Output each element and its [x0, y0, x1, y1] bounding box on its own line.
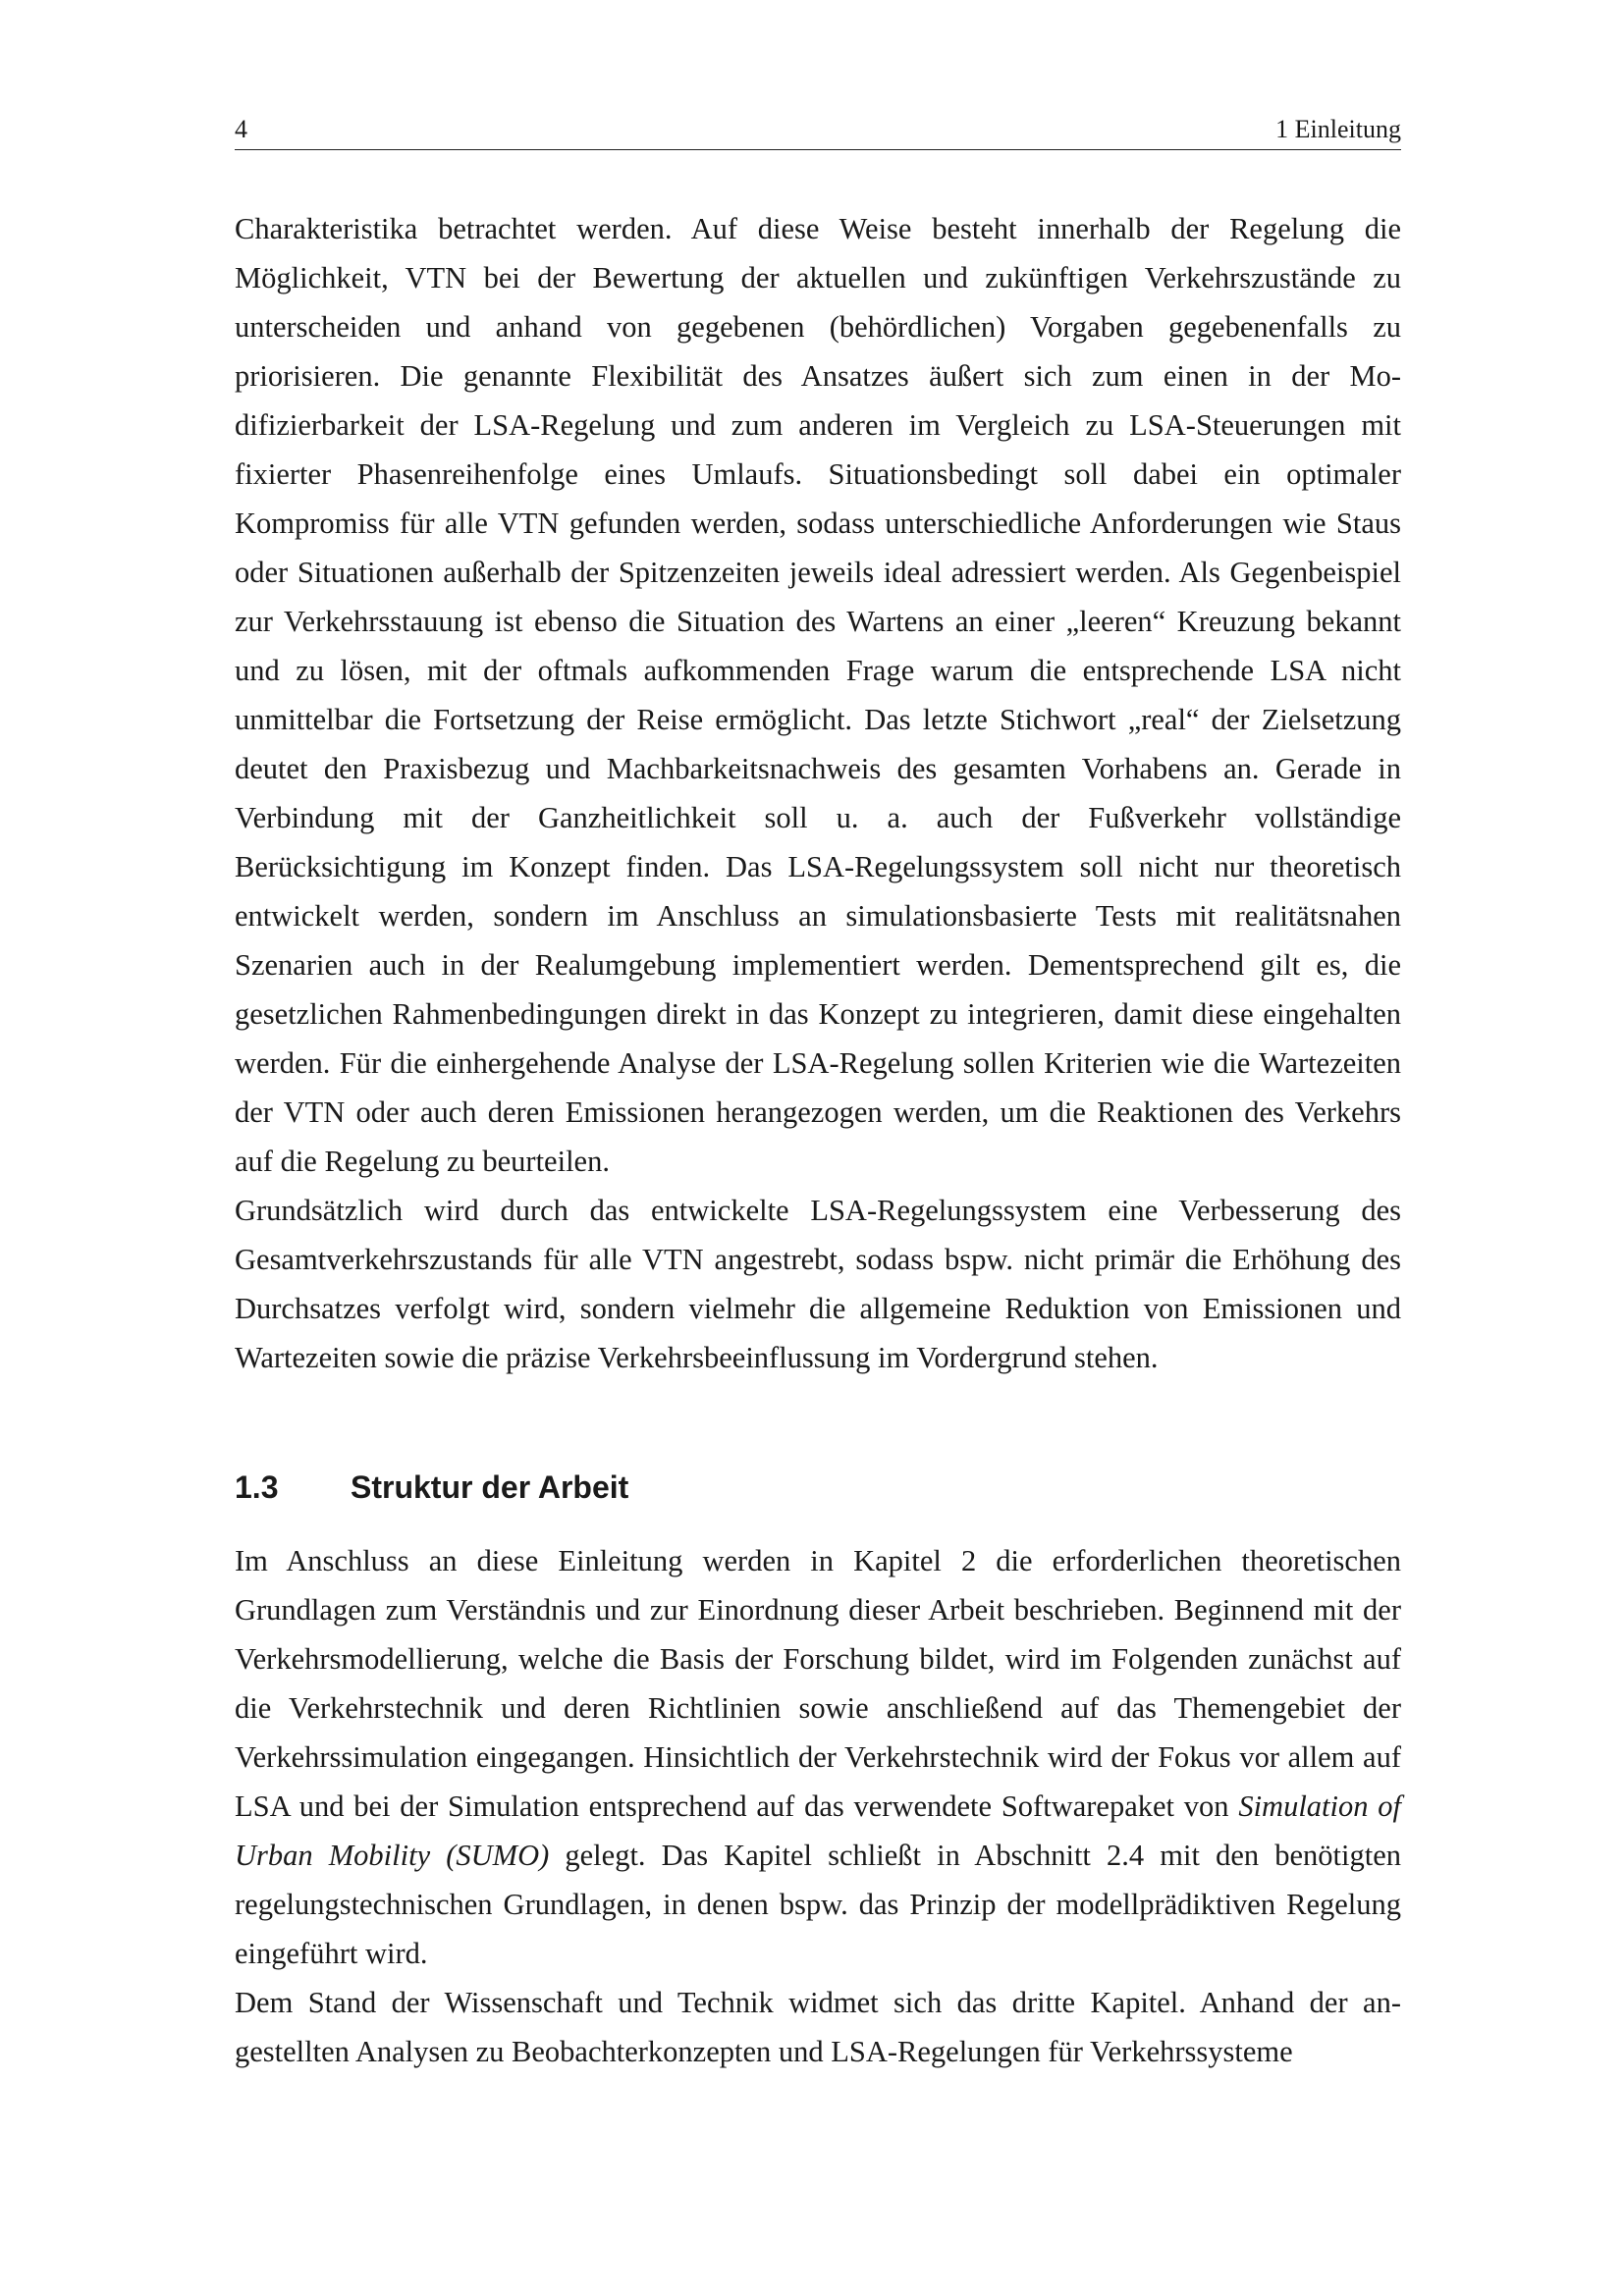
section-heading	[235, 1463, 1401, 1512]
paragraph-chapter-overview-part1: Im Anschluss an diese Einleitung werden in Kapitel 2 die erforderlichen theoretischen Grundlagen zum Verständnis und zur Einordnung dieser Arbeit beschrieben. Beginnend mit der Verkehrsmodellierung, welche die Basis der Forschung bildet, wird im Folgenden zunächst auf die Verkehrstechnik und deren Richtlinien sowie anschließend auf das Themengebiet der Verkehrssimulation eingegangen. Hinsichtlich der Verkehrstechnik wird der Fokus vor allem auf LSA und bei der Simulation entsprechend auf das verwendete Softwarepaket von	[235, 1544, 1401, 1823]
text-block-structure	[235, 1536, 1401, 2076]
section-number: 1.3	[235, 1469, 279, 1505]
text-block-goals	[235, 204, 1401, 1382]
paragraph-state-of-art: Dem Stand der Wissenschaft und Technik widmet sich das dritte Kapitel. Anhand der angestellten Analysen zu Beobachterkonzepten und LSA-Regelungen für Verkehrssysteme	[235, 1986, 1401, 2068]
sumo-term: Simulation of Urban Mobility (SUMO)	[235, 1789, 1401, 1872]
running-header	[235, 110, 1401, 150]
paragraph-chapter-overview	[235, 1536, 1401, 1978]
section-title: Struktur der Arbeit	[351, 1469, 629, 1505]
document-page	[235, 0, 1401, 2296]
paragraph-improvement: Grundsätzlich wird durch das entwickelte LSA-Regelungssystem eine Verbesserung des Gesamtverkehrszustands für alle VTN angestrebt, sodass bspw. nicht primär die Erhöhung des Durchsatzes verfolgt wird, sondern vielmehr die allgemeine Reduktion von Emissionen und Wartezeiten sowie die präzise Verkehrsbeeinflussung im Vordergrund stehen.	[235, 1194, 1401, 1374]
paragraph-chapter-overview-part2: gelegt. Das Kapitel schließt in Abschnitt 2.4 mit den benötigten regelungstechnischen Grundlagen, in denen bspw. das Prinzip der modellprädiktiven Regelung eingeführt wird.	[235, 1839, 1401, 1970]
chapter-reference: 1 Einleitung	[1275, 115, 1401, 143]
paragraph-flexibility: Charakteristika betrachtet werden. Auf diese Weise besteht innerhalb der Regelung die Möglichkeit, VTN bei der Bewertung der aktuellen und zukünftigen Verkehrszustände zu unterscheiden und anhand von gegebenen (behördlichen) Vorgaben gegebenenfalls zu priorisieren. Die genannte Flexibilität des Ansatzes äußert sich zum einen in der Modifizierbarkeit der LSA-Regelung und zum anderen im Vergleich zu LSA-Steuerungen mit fixierter Phasenreihenfolge eines Umlaufs. Situationsbedingt soll dabei ein optimaler Kompromiss für alle VTN gefunden werden, sodass unterschiedliche Anforderungen wie Staus oder Situationen außerhalb der Spitzenzeiten jeweils ideal adressiert werden. Als Gegenbeispiel zur Verkehrsstauung ist ebenso die Situation des Wartens an einer „leeren“ Kreuzung bekannt und zu lösen, mit der oftmals aufkommenden Frage warum die entsprechende LSA nicht unmittelbar die Fortsetzung der Reise ermöglicht. Das letzte Stichwort „real“ der Zielsetzung deutet den Praxisbezug und Machbarkeitsnachweis des gesamten Vorhabens an. Gerade in Verbindung mit der Ganzheitlichkeit soll u. a. auch der Fußverkehr vollständige Berücksichtigung im Konzept finden. Das LSA-Regelungssystem soll nicht nur theoretisch entwickelt werden, sondern im Anschluss an simulationsbasierte Tests mit realitätsnahen Szenarien auch in der Realumgebung implementiert werden. Dementsprechend gilt es, die gesetzlichen Rahmenbedingungen direkt in das Konzept zu integrieren, damit diese eingehalten werden. Für die einhergehende Analyse der LSA-Regelung sollen Kriterien wie die Wartezeiten der VTN oder auch deren Emissionen herangezogen werden, um die Reaktionen des Verkehrs auf die Regelung zu beurteilen.	[235, 212, 1401, 1178]
page-number: 4	[235, 115, 247, 143]
